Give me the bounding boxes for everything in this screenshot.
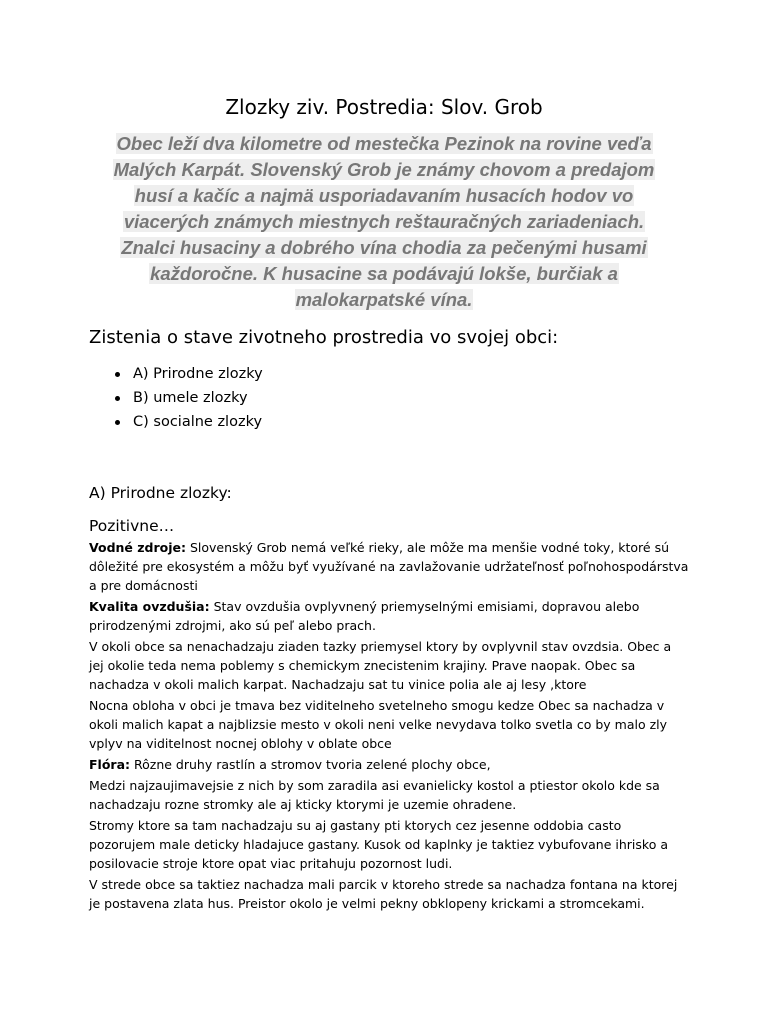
intro-text: Obec leží dva kilometre od mestečka Pezinok na rovine veďa Malých Karpát. Slovenský Grob je známy chovom a predajom husí a kačíc a najmä usporiadavaním husacích hodov vo viacerých známych miestnych reštauračných zariadeniach. Znalci husaciny a dobrého vína chodia za pečenými husami každoročne. K husacine sa podávajú lokše, burčiak a malokarpatské vína. [113,133,655,310]
bullet-label: C) socialne zlozky [133,414,263,430]
paragraph-label: Kvalita ovzdušia: [89,599,210,614]
section-heading: Zistenia o stave zivotneho prostredia vo svojej obci: [89,327,559,348]
paragraph [89,597,689,635]
bullet-label: A) Prirodne zlozky [133,366,263,382]
positive-heading: Pozitivne… [89,517,175,535]
paragraph-label: Flóra: [89,757,131,772]
paragraph [89,696,689,753]
paragraph [89,538,689,595]
paragraph-text: V strede obce sa taktiez nachadza mali parcik v ktoreho strede sa nachadza fontana na ktorej je postavena zlata hus. Preistor okolo je velmi pekny obklopeny krickami a stromcekami. [89,877,678,911]
bullet-item [89,386,263,410]
page-title: Zlozky ziv. Postredia: Slov. Grob [225,95,543,119]
paragraph [89,875,689,913]
body-text [89,538,689,915]
bullet-dot-icon [115,420,120,425]
paragraph-text: Nocna obloha v obci je tmava bez viditelneho svetelneho smogu kedze Obec sa nachadza v okoli malich kapat a najblizsie mesto v okoli neni velke nevydava tolko svetla co by malo zly vplyv na viditelnost nocnej oblohy v oblate obce [89,698,668,751]
paragraph-text: Slovenský Grob nemá veľké rieky, ale môže ma menšie vodné toky, ktoré sú dôležité pre ekosystém a môžu byť využívané na zavlažovanie udržateľnosť poľnohospodárstva a pre domácnosti [89,540,689,593]
paragraph-text: Medzi najzaujimavejsie z nich by som zaradila asi evanielicky kostol a ptiestor okolo kde sa nachadzaju rozne stromky ale aj kticky ktorymi je uzemie ohradene. [89,778,660,812]
bullet-label: B) umele zlozky [133,390,248,406]
bullet-list [89,362,263,434]
paragraph-text: V okoli obce sa nenachadzaju ziaden tazky priemysel ktory by ovplyvnil stav ovzdsia. Obec a jej okolie teda nema poblemy s chemickym znecistenim krajiny. Prave naopak. Obec sa nachadza v okoli malich karpat. Nachadzaju sat tu vinice polia ale aj lesy ,ktore [89,639,672,692]
paragraph-text: Stav ovzdušia ovplyvnený priemyselnými emisiami, dopravou alebo prirodzenými zdrojmi, ako sú peľ alebo prach. [89,599,640,633]
paragraph [89,755,689,774]
paragraph-text: Stromy ktore sa tam nachadzaju su aj gastany pti ktorych cez jesenne oddobia casto pozorujem male deticky hladajuce gastany. Kusok od kaplnky je taktiez vybufovane ihrisko a posilovacie stroje ktore opat viac pritahuju pozornost ludi. [89,818,668,871]
bullet-item [89,410,263,434]
bullet-dot-icon [115,372,120,377]
paragraph-label: Vodné zdroje: [89,540,186,555]
intro-paragraph [104,131,664,313]
paragraph-text: Rôzne druhy rastlín a stromov tvoria zelené plochy obce, [130,757,491,772]
bullet-dot-icon [115,396,120,401]
paragraph [89,776,689,814]
bullet-item [89,362,263,386]
paragraph [89,637,689,694]
subsection-heading-a: A) Prirodne zlozky: [89,484,232,502]
paragraph [89,816,689,873]
